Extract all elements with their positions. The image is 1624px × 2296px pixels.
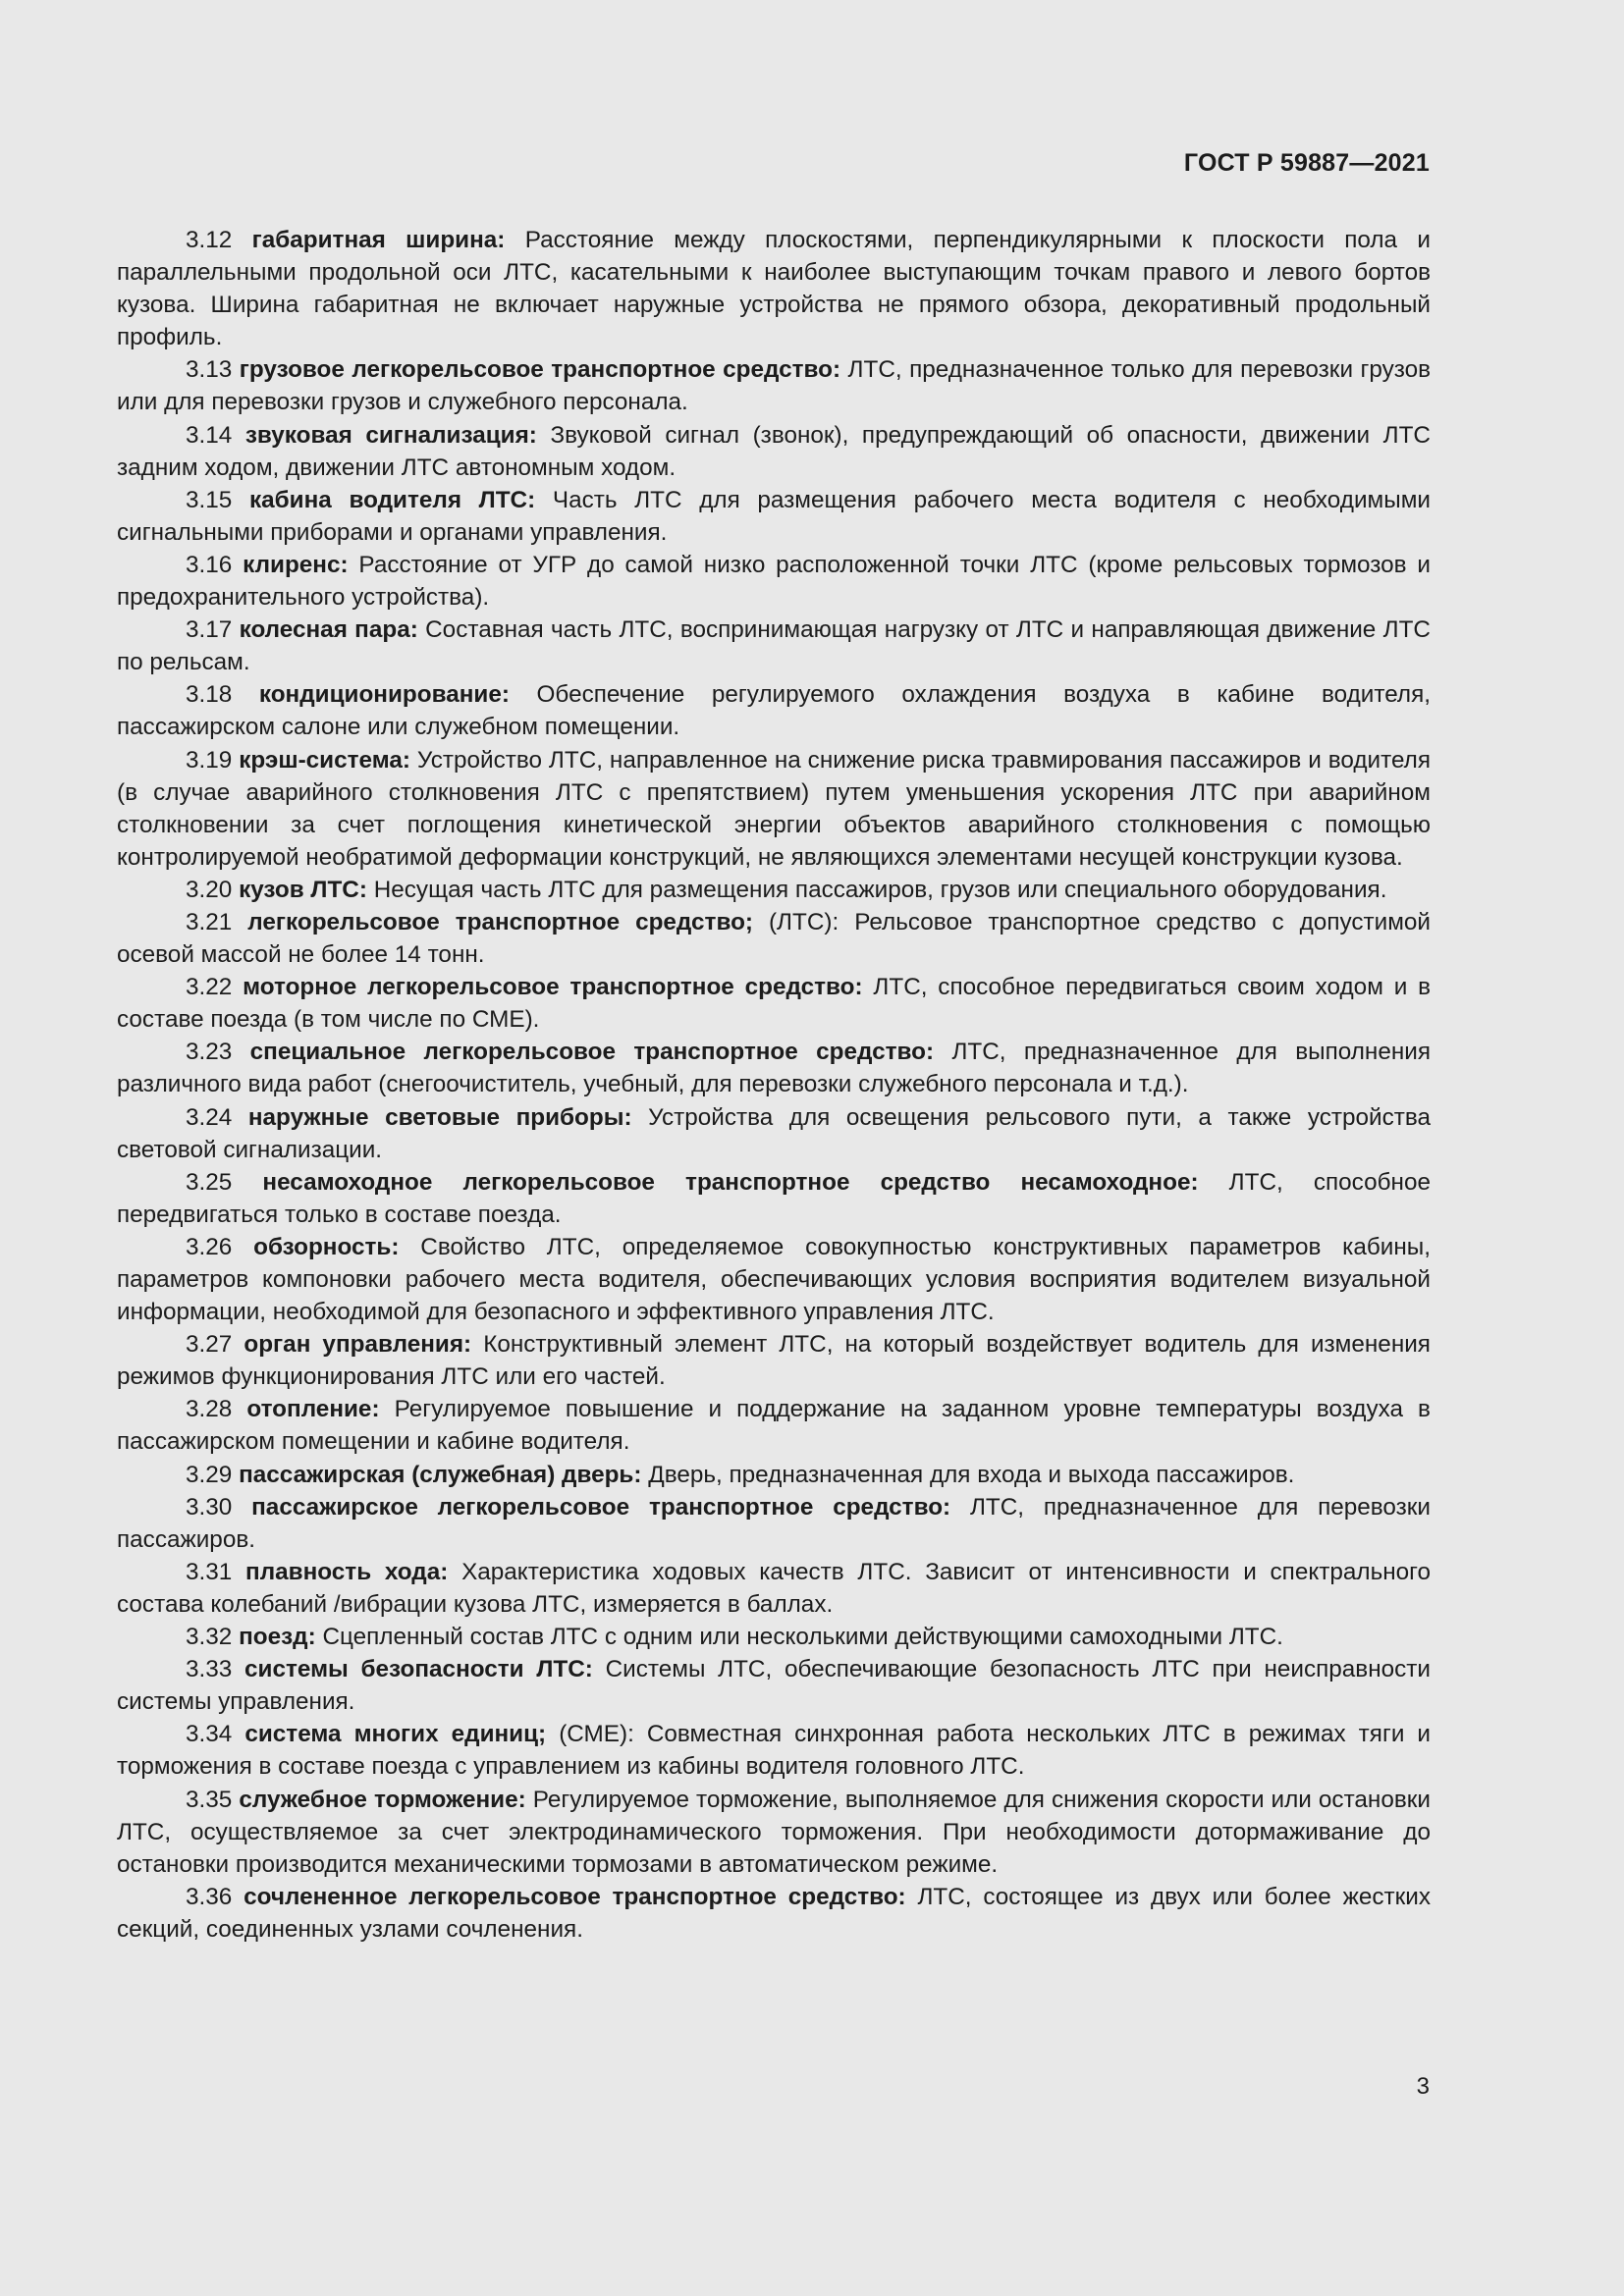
term-definition: (ЛТС): Рельсовое транспортное средство с допустимой осевой массой не более 14 тонн.	[117, 908, 1431, 969]
term-number: 3.26	[186, 1233, 233, 1260]
term-number: 3.15	[186, 486, 233, 513]
term-number: 3.25	[186, 1168, 233, 1196]
term-entry	[117, 678, 1431, 743]
term-definition: Расстояние между плоскостями, перпендикулярными к плоскости пола и параллельными продольной оси ЛТС, касательными к наиболее выступающим точкам правого и левого бортов кузова. Ширина габаритная не включает наружные устройства не прямого обзора, декоративный продольный профиль.	[117, 227, 1431, 351]
term-name: плавность хода:	[245, 1558, 449, 1585]
term-definition: Свойство ЛТС, определяемое совокупностью конструктивных параметров кабины, параметров компоновки рабочего места водителя, обеспечивающих условия восприятия водителем визуальной информации, необходимой для безопасного и эффективного управления ЛТС.	[117, 1233, 1431, 1326]
term-name: пассажирское легкорельсовое транспортное средство:	[251, 1493, 951, 1521]
term-number: 3.17	[186, 616, 233, 644]
term-name: обзорность:	[253, 1233, 400, 1260]
term-entry	[117, 484, 1431, 549]
term-definition: Характеристика ходовых качеств ЛТС. Зависит от интенсивности и спектрального состава колебаний /вибрации кузова ЛТС, измеряется в баллах.	[117, 1558, 1431, 1618]
term-name: кондиционирование:	[258, 681, 510, 709]
term-number: 3.18	[186, 681, 233, 709]
term-name: клиренс:	[243, 551, 349, 578]
document-header-code: ГОСТ Р 59887—2021	[1183, 149, 1430, 177]
term-entry	[117, 744, 1431, 874]
term-name: сочлененное легкорельсовое транспортное средство:	[244, 1883, 906, 1910]
term-definition: Устройство ЛТС, направленное на снижение риска травмирования пассажиров и водителя (в случае аварийного столкновения ЛТС с препятствием) путем уменьшения ускорения ЛТС при аварийном столкновении за счет поглощения кинетической энергии объектов аварийного столкновения с помощью контролируемой необратимой деформации конструкций, не являющихся элементами несущей конструкции кузова.	[117, 746, 1431, 871]
term-definition: Расстояние от УГР до самой низко расположенной точки ЛТС (кроме рельсовых тормозов и предохранительного устройства).	[117, 551, 1431, 612]
terms-list	[117, 224, 1431, 1946]
term-definition: Сцепленный состав ЛТС с одним или несколькими действующими самоходными ЛТС.	[322, 1624, 1283, 1651]
term-entry	[117, 1881, 1431, 1946]
term-number: 3.12	[186, 227, 233, 253]
term-name: кабина водителя ЛТС:	[248, 486, 536, 513]
term-number: 3.21	[186, 908, 233, 935]
term-number: 3.34	[186, 1721, 233, 1748]
term-number: 3.31	[186, 1558, 233, 1585]
page-number: 3	[1416, 2073, 1430, 2100]
term-entry	[117, 1101, 1431, 1166]
term-entry	[117, 971, 1431, 1036]
term-number: 3.13	[186, 356, 233, 384]
term-number: 3.16	[186, 551, 233, 578]
term-entry	[117, 1231, 1431, 1328]
term-definition: ЛТС, способное передвигаться своим ходом и в составе поезда (в том числе по СМЕ).	[117, 974, 1432, 1034]
term-number: 3.22	[186, 974, 233, 1001]
term-entry	[117, 224, 1431, 353]
term-definition: Регулируемое торможение, выполняемое для снижения скорости или остановки ЛТС, осуществляемое за счет электродинамического торможения. При необходимости дотормаживание до остановки производится механическими тормозами в автоматическом режиме.	[117, 1786, 1431, 1878]
term-number: 3.24	[186, 1103, 233, 1131]
term-definition: ЛТС, предназначенное для перевозки пассажиров.	[117, 1493, 1431, 1553]
term-name: несамоходное легкорельсовое транспортное средство несамоходное:	[262, 1168, 1199, 1196]
term-name: колесная пара:	[239, 616, 418, 644]
term-number: 3.30	[186, 1493, 233, 1521]
term-entry	[117, 353, 1431, 418]
term-name: кузов ЛТС:	[239, 876, 367, 903]
term-entry	[117, 1491, 1431, 1556]
term-name: легкорельсовое транспортное средство;	[247, 908, 753, 935]
term-definition: Звуковой сигнал (звонок), предупреждающий об опасности, движении ЛТС задним ходом, движении ЛТС автономным ходом.	[117, 421, 1431, 481]
term-definition: ЛТС, способное передвигаться только в составе поезда.	[117, 1168, 1431, 1228]
term-definition: Конструктивный элемент ЛТС, на который воздействует водитель для изменения режимов функционирования ЛТС или его частей.	[117, 1331, 1431, 1391]
term-definition: ЛТС, состоящее из двух или более жестких секций, соединенных узлами сочленения.	[117, 1883, 1431, 1943]
term-entry	[117, 419, 1431, 484]
term-name: пассажирская (служебная) дверь:	[239, 1461, 642, 1488]
term-definition: ЛТС, предназначенное только для перевозки грузов или для перевозки грузов и служебного персонала.	[117, 356, 1432, 416]
term-entry	[117, 1393, 1431, 1458]
term-entry	[117, 874, 1431, 906]
term-name: системы безопасности ЛТС:	[244, 1656, 593, 1683]
term-definition: Устройства для освещения рельсового пути, а также устройства световой сигнализации.	[117, 1103, 1431, 1163]
term-entry	[117, 1556, 1431, 1621]
term-entry	[117, 1036, 1431, 1100]
term-definition: Системы ЛТС, обеспечивающие безопасность ЛТС при неисправности системы управления.	[117, 1656, 1431, 1716]
term-name: орган управления:	[244, 1331, 472, 1359]
term-entry	[117, 1328, 1431, 1393]
term-name: звуковая сигнализация:	[244, 421, 537, 449]
term-definition: Обеспечение регулируемого охлаждения воздуха в кабине водителя, пассажирском салоне или служебном помещении.	[117, 681, 1431, 741]
term-entry	[117, 1459, 1431, 1491]
term-name: поезд:	[239, 1624, 316, 1651]
term-entry	[117, 1784, 1431, 1881]
term-number: 3.27	[186, 1331, 233, 1359]
term-entry	[117, 549, 1431, 614]
term-definition: ЛТС, предназначенное для выполнения различного вида работ (снегоочиститель, учебный, для перевозки служебного персонала и т.д.).	[117, 1039, 1431, 1098]
term-entry	[117, 1166, 1431, 1231]
term-number: 3.20	[186, 876, 233, 903]
term-definition: (СМЕ): Совместная синхронная работа нескольких ЛТС в режимах тяги и торможения в составе поезда с управлением из кабины водителя головного ЛТС.	[117, 1721, 1431, 1781]
term-name: отопление:	[246, 1396, 380, 1423]
term-entry	[117, 1621, 1431, 1653]
term-name: наружные световые приборы:	[247, 1103, 632, 1131]
term-name: крэш-система:	[239, 746, 410, 774]
term-number: 3.23	[186, 1039, 233, 1066]
term-number: 3.32	[186, 1624, 233, 1651]
term-definition: Дверь, предназначенная для входа и выхода пассажиров.	[648, 1461, 1295, 1488]
term-entry	[117, 906, 1431, 971]
term-definition: Составная часть ЛТС, воспринимающая нагрузку от ЛТС и направляющая движение ЛТС по рельсам.	[117, 616, 1431, 676]
term-name: грузовое легкорельсовое транспортное средство:	[239, 356, 841, 384]
term-entry	[117, 1718, 1431, 1783]
term-name: специальное легкорельсовое транспортное средство:	[249, 1039, 935, 1066]
term-definition: Регулируемое повышение и поддержание на заданном уровне температуры воздуха в пассажирском помещении и кабине водителя.	[117, 1396, 1431, 1456]
term-name: служебное торможение:	[239, 1786, 526, 1813]
term-number: 3.19	[186, 746, 233, 774]
term-number: 3.33	[186, 1656, 233, 1683]
term-name: система многих единиц;	[244, 1721, 547, 1748]
term-definition: Часть ЛТС для размещения рабочего места водителя с необходимыми сигнальными приборами и органами управления.	[117, 486, 1431, 546]
term-name: моторное легкорельсовое транспортное средство:	[243, 974, 863, 1001]
term-entry	[117, 1653, 1431, 1718]
term-entry	[117, 614, 1431, 678]
term-number: 3.14	[186, 421, 233, 449]
term-name: габаритная ширина:	[251, 227, 506, 253]
term-number: 3.35	[186, 1786, 233, 1813]
term-definition: Несущая часть ЛТС для размещения пассажиров, грузов или специального оборудования.	[373, 876, 1387, 903]
term-number: 3.29	[186, 1461, 233, 1488]
term-number: 3.28	[186, 1396, 233, 1423]
term-number: 3.36	[186, 1883, 233, 1910]
